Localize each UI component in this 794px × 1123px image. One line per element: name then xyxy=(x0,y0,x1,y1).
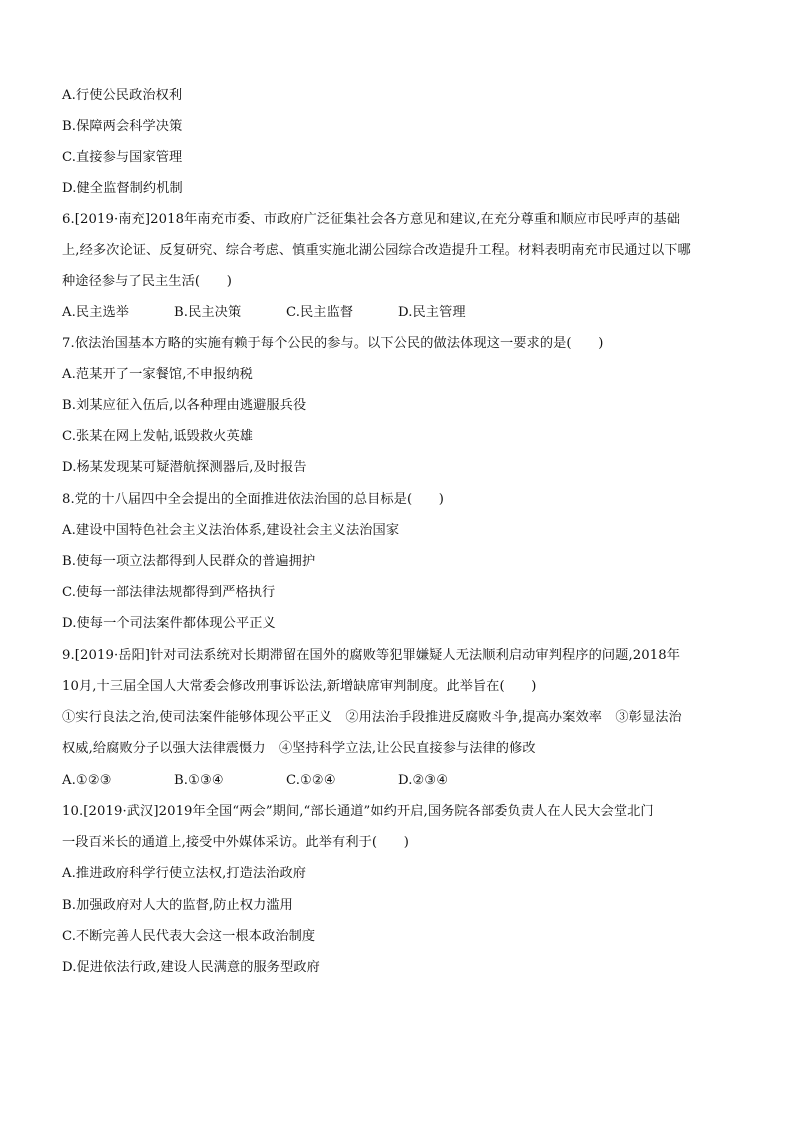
q8-option-c: C.使每一部法律法规都得到严格执行 xyxy=(62,585,276,600)
q9-statements-line-2: 权威,给腐败分子以强大法律震慑力 ④坚持科学立法,让公民直接参与法律的修改 xyxy=(62,741,536,756)
q5-option-b: B.保障两会科学决策 xyxy=(62,119,183,134)
q9-option-d: D.②③④ xyxy=(398,773,449,788)
q9-statements-line-1: ①实行良法之治,使司法案件能够体现公平正义 ②用法治手段推进反腐败斗争,提高办案效率 ③彰显法治 xyxy=(62,710,682,725)
q10-stem-line-2: 一段百米长的通道上,接受中外媒体采访。此举有利于( ) xyxy=(62,835,409,850)
q10-option-b: B.加强政府对人大的监督,防止权力滥用 xyxy=(62,898,293,913)
q6-option-a: A.民主选举 xyxy=(62,305,130,320)
q8-option-d: D.使每一个司法案件都体现公平正义 xyxy=(62,616,276,631)
q6-option-b: B.民主决策 xyxy=(174,305,242,320)
q6-option-d: D.民主管理 xyxy=(398,305,466,320)
q6-stem-line-1: 6.[2019·南充]2018年南充市委、市政府广泛征集社会各方意见和建议,在充分尊重和顺应市民呼声的基础 xyxy=(62,212,680,227)
q8-option-b: B.使每一项立法都得到人民群众的普遍拥护 xyxy=(62,554,316,569)
q9-option-c: C.①②④ xyxy=(286,773,336,788)
q9-option-a: A.①②③ xyxy=(62,773,112,788)
q8-stem: 8.党的十八届四中全会提出的全面推进依法治国的总目标是( ) xyxy=(62,492,445,507)
q7-option-a: A.范某开了一家餐馆,不申报纳税 xyxy=(62,367,253,382)
q10-stem-line-1: 10.[2019·武汉]2019年全国“两会”期间,“部长通道”如约开启,国务院各部委负责人在人民大会堂北门 xyxy=(62,804,654,819)
q6-stem-line-3: 种途径参与了民主生活( ) xyxy=(62,274,232,289)
q9-stem-line-2: 10月,十三届全国人大常委会修改刑事诉讼法,新增缺席审判制度。此举旨在( ) xyxy=(62,679,537,694)
q7-option-d: D.杨某发现某可疑潜航探测器后,及时报告 xyxy=(62,460,307,475)
q9-stem-line-1: 9.[2019·岳阳]针对司法系统对长期滞留在国外的腐败等犯罪嫌疑人无法顺利启动审判程序的问题,2018年 xyxy=(62,648,680,663)
q6-stem-line-2: 上,经多次论证、反复研究、综合考虑、慎重实施北湖公园综合改造提升工程。材料表明南充市民通过以下哪 xyxy=(62,243,691,258)
q6-options-row xyxy=(62,303,742,323)
q5-option-c: C.直接参与国家管理 xyxy=(62,150,183,165)
q9-option-b: B.①③④ xyxy=(174,773,224,788)
q5-option-a: A.行使公民政治权利 xyxy=(62,88,183,103)
q10-option-d: D.促进依法行政,建设人民满意的服务型政府 xyxy=(62,960,320,975)
q7-stem: 7.依法治国基本方略的实施有赖于每个公民的参与。以下公民的做法体现这一要求的是( ) xyxy=(62,336,604,351)
q7-option-b: B.刘某应征入伍后,以各种理由逃避服兵役 xyxy=(62,398,307,413)
q9-options-row xyxy=(62,771,742,791)
q10-option-a: A.推进政府科学行使立法权,打造法治政府 xyxy=(62,866,307,881)
q6-option-c: C.民主监督 xyxy=(286,305,354,320)
q7-option-c: C.张某在网上发帖,诋毁救火英雄 xyxy=(62,429,254,444)
q10-option-c: C.不断完善人民代表大会这一根本政治制度 xyxy=(62,929,316,944)
q5-option-d: D.健全监督制约机制 xyxy=(62,181,183,196)
q8-option-a: A.建设中国特色社会主义法治体系,建设社会主义法治国家 xyxy=(62,523,400,538)
